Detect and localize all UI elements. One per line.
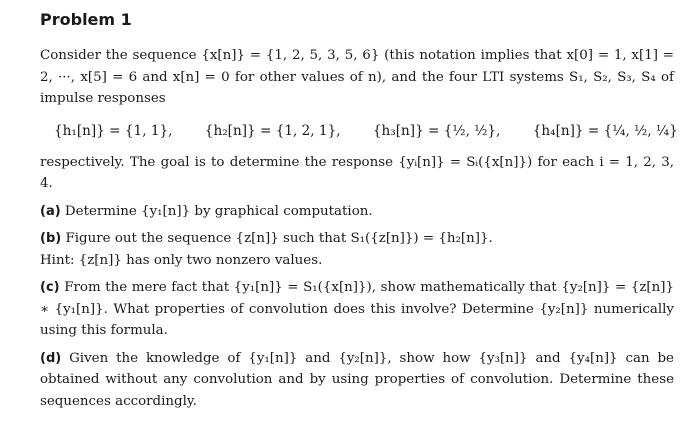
part-a bbox=[40, 201, 674, 223]
impulse-response-h4: {h₄[n]} = {¼, ½, ¼} bbox=[532, 122, 678, 139]
part-d-label: (d) bbox=[40, 350, 62, 366]
impulse-responses bbox=[40, 120, 678, 142]
impulse-response-h1: {h₁[n]} = {1, 1}, bbox=[54, 122, 173, 139]
impulse-response-h3: {h₃[n]} = {½, ½}, bbox=[372, 122, 501, 139]
part-d-text: Given the knowledge of {y₁[n]} and {y₂[n]}, show how {y₃[n]} and {y₄[n]} can be obtained without any convolution and by using properties of convolution. Determine these sequences accordingly. bbox=[40, 350, 674, 409]
part-a-text: Determine {y₁[n]} by graphical computation. bbox=[64, 203, 373, 219]
part-a-label: (a) bbox=[40, 203, 61, 219]
part-b-hint: Hint: {z[n]} has only two nonzero values. bbox=[40, 252, 323, 268]
problem-goal: respectively. The goal is to determine the response {yᵢ[n]} = Sᵢ({x[n]}) for each i = 1, 2, 3, 4. bbox=[40, 154, 674, 191]
part-b-label: (b) bbox=[40, 231, 62, 246]
part-c bbox=[40, 277, 674, 342]
part-b bbox=[40, 228, 674, 271]
impulse-response-h2: {h₂[n]} = {1, 2, 1}, bbox=[204, 122, 341, 139]
part-c-label: (c) bbox=[40, 280, 60, 295]
part-d bbox=[40, 348, 674, 413]
part-c-text: From the mere fact that {y₁[n]} = S₁({x[n]}), show mathematically that {y₂[n]} = {z[n]} ∗ {y₁[n]}. What properties of convolution does this involve? Determine {y₂[n]} numerically using this formula. bbox=[40, 280, 674, 338]
part-b-text: Figure out the sequence {z[n]} such that S₁({z[n]}) = {h₂[n]}. bbox=[65, 231, 493, 246]
problem-title: Problem 1 bbox=[40, 10, 132, 29]
problem-intro: Consider the sequence {x[n]} = {1, 2, 5, 3, 5, 6} (this notation implies that x[0] = 1, x[1] = 2, ···, x[5] = 6 and x[n] = 0 for other values of n), and the four LTI systems S₁, S₂, S₃, S₄ of impulse responses bbox=[40, 48, 674, 106]
